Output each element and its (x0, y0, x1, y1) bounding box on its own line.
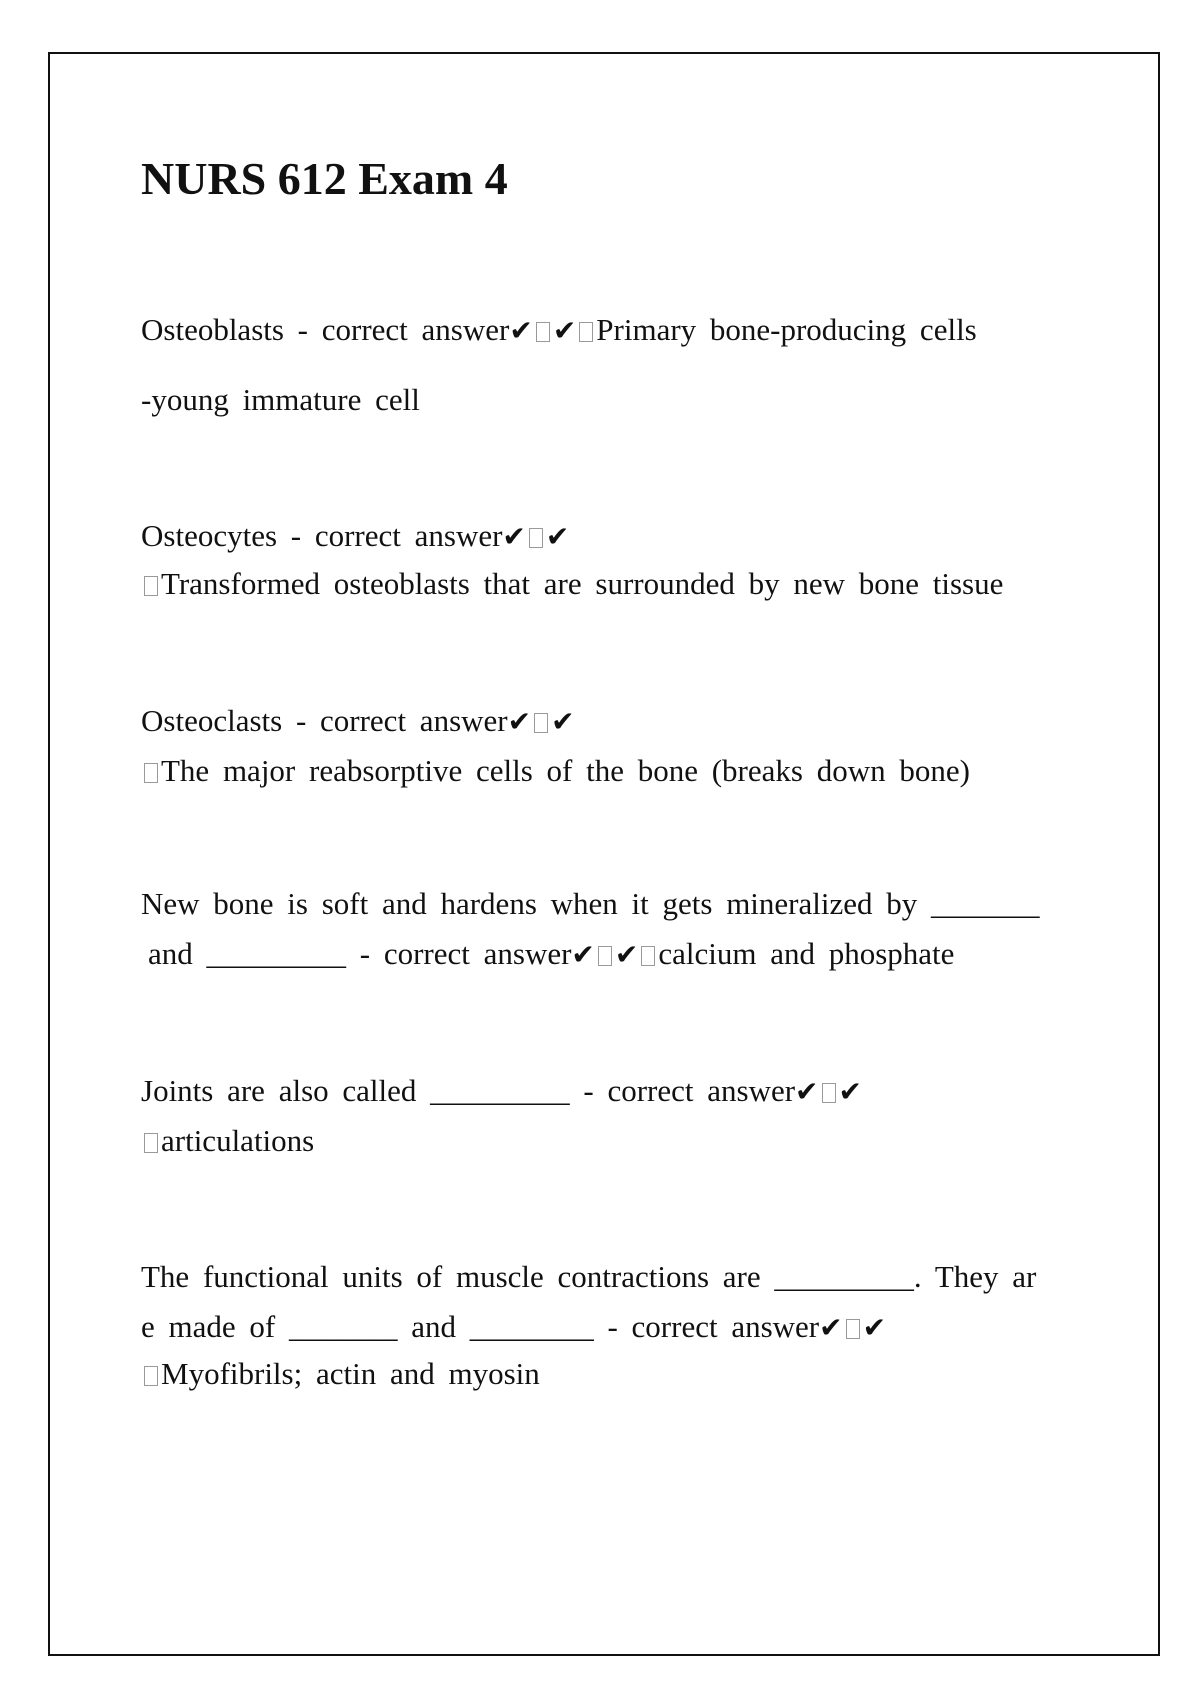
qa-2-question: Osteocytes - correct answer (141, 518, 503, 553)
checkmark-icon: ✔ (862, 1311, 887, 1344)
qa-4-answer-line (148, 936, 954, 972)
missing-glyph-box-icon (144, 763, 158, 783)
document-title: NURS 612 Exam 4 (141, 153, 508, 204)
qa-1-answer: Primary bone-producing cells (596, 312, 977, 347)
checkmark-icon: ✔ (545, 520, 570, 553)
qa-6-question: The functional units of muscle contractions are _________. They ar (141, 1259, 1037, 1294)
qa-6-question-line-2 (141, 1309, 886, 1345)
checkmark-icon: ✔ (552, 314, 577, 347)
qa-3-question: Osteoclasts - correct answer (141, 703, 508, 738)
qa-2-answer-line (141, 566, 1003, 602)
qa-6-question-continued: e made of _______ and ________ - correct answer (141, 1309, 820, 1344)
qa-3-question-line (141, 703, 575, 739)
checkmark-icon: ✔ (614, 938, 639, 971)
qa-1-answer-line (141, 382, 420, 418)
qa-2-answer: Transformed osteoblasts that are surrounded by new bone tissue (161, 566, 1004, 601)
checkmark-icon: ✔ (819, 1311, 843, 1344)
missing-glyph-box-icon (598, 946, 612, 966)
qa-1-answer-continued: -young immature cell (141, 382, 420, 417)
qa-4-question: New bone is soft and hardens when it gets mineralized by _______ (141, 886, 1040, 921)
qa-4-answer: calcium and phosphate (658, 936, 955, 971)
missing-glyph-box-icon (144, 1133, 158, 1153)
missing-glyph-box-icon (144, 576, 158, 596)
missing-glyph-box-icon (536, 322, 550, 342)
checkmark-icon: ✔ (838, 1075, 862, 1108)
missing-glyph-box-icon (822, 1083, 836, 1103)
qa-6-answer-line (141, 1356, 540, 1392)
qa-5-question-line (141, 1073, 862, 1109)
missing-glyph-box-icon (846, 1319, 860, 1339)
missing-glyph-box-icon (144, 1366, 158, 1386)
document-page (48, 52, 1160, 1656)
missing-glyph-box-icon (641, 946, 655, 966)
checkmark-icon: ✔ (507, 705, 532, 738)
missing-glyph-box-icon (579, 322, 593, 342)
checkmark-icon: ✔ (551, 705, 575, 738)
checkmark-icon: ✔ (795, 1075, 819, 1108)
qa-1-question-line (141, 312, 977, 348)
qa-5-answer-line (141, 1123, 314, 1159)
qa-1-question: Osteoblasts - correct answer (141, 312, 510, 347)
qa-2-question-line (141, 518, 569, 554)
checkmark-icon: ✔ (571, 938, 595, 971)
qa-3-answer-line (141, 753, 970, 789)
qa-5-question: Joints are also called _________ - correct answer (141, 1073, 796, 1108)
qa-3-answer: The major reabsorptive cells of the bone (breaks down bone) (161, 753, 970, 788)
missing-glyph-box-icon (529, 528, 543, 548)
checkmark-icon: ✔ (509, 314, 533, 347)
qa-6-question-line (141, 1259, 1036, 1295)
checkmark-icon: ✔ (502, 520, 526, 553)
missing-glyph-box-icon (534, 713, 548, 733)
qa-4-question-continued: and _________ - correct answer (148, 936, 572, 971)
qa-4-question-line (141, 886, 1040, 922)
qa-5-answer: articulations (161, 1123, 315, 1158)
qa-6-answer: Myofibrils; actin and myosin (161, 1356, 540, 1391)
